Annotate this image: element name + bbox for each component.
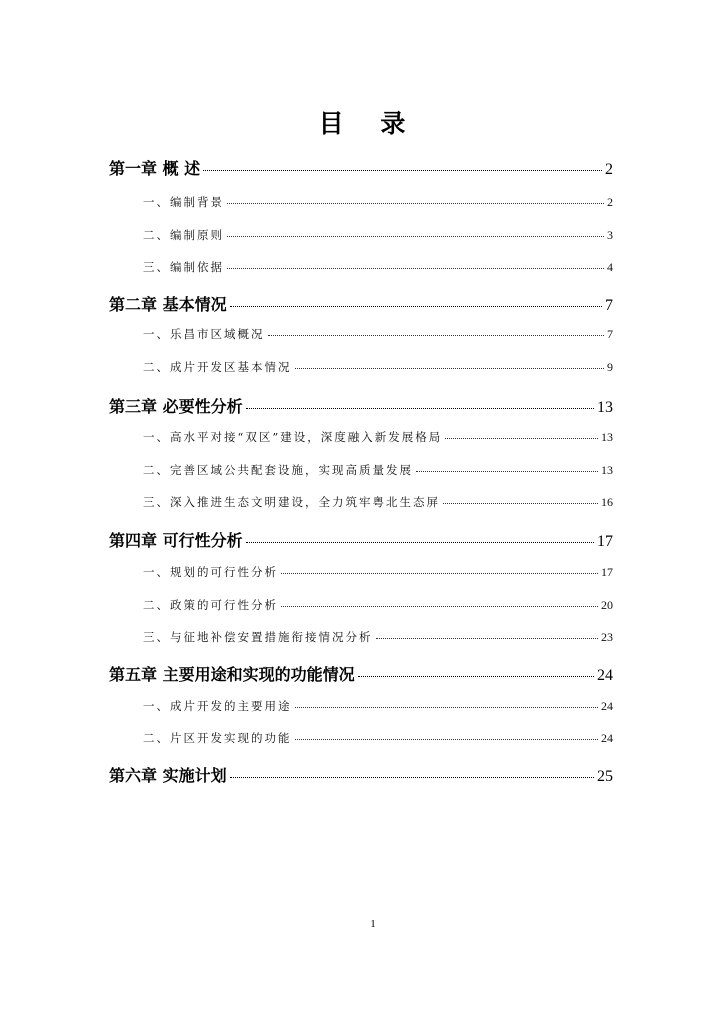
toc-entry-page: 24 xyxy=(597,667,613,684)
dot-leader xyxy=(203,170,602,171)
toc-entry-label: 三、深入推进生态文明建设，全力筑牢粤北生态屏 xyxy=(143,495,440,509)
dot-leader xyxy=(416,471,598,472)
toc-entry-page: 13 xyxy=(601,463,613,477)
dot-leader xyxy=(443,503,598,504)
toc-entry-section[interactable] xyxy=(143,326,613,342)
toc-entry-page: 7 xyxy=(605,297,613,314)
toc-entry-page: 9 xyxy=(607,360,613,374)
toc-entry-section[interactable] xyxy=(143,194,613,210)
toc-entry-section[interactable] xyxy=(143,259,613,275)
dot-leader xyxy=(358,676,594,677)
toc-entry-section[interactable] xyxy=(143,462,613,478)
toc-entry-label: 一、编制背景 xyxy=(143,195,224,209)
toc-entry-label: 二、编制原则 xyxy=(143,228,224,242)
toc-entry-label: 一、成片开发的主要用途 xyxy=(143,699,292,713)
toc-entry-section[interactable] xyxy=(143,564,613,580)
toc-entry-page: 13 xyxy=(597,399,613,416)
toc-entry-page: 24 xyxy=(601,699,613,713)
dot-leader xyxy=(230,306,602,307)
toc-entry-page: 20 xyxy=(601,598,613,612)
dot-leader xyxy=(445,438,598,439)
dot-leader xyxy=(230,777,594,778)
toc-entry-chapter-4[interactable] xyxy=(109,528,613,551)
toc-entry-label: 一、规划的可行性分析 xyxy=(143,565,278,579)
toc-entry-page: 2 xyxy=(605,161,613,178)
dot-leader xyxy=(227,236,604,237)
toc-entry-chapter-2[interactable] xyxy=(109,292,613,315)
toc-entry-page: 17 xyxy=(597,533,613,550)
dot-leader xyxy=(246,542,594,543)
dot-leader xyxy=(295,707,599,708)
toc-entry-label: 第二章 基本情况 xyxy=(109,295,227,314)
toc-entry-section[interactable] xyxy=(143,730,613,746)
toc-entry-section[interactable] xyxy=(143,629,613,645)
toc-entry-page: 16 xyxy=(601,495,613,509)
toc-entry-page: 25 xyxy=(597,768,613,785)
toc-entry-section[interactable] xyxy=(143,698,613,714)
toc-entry-page: 7 xyxy=(607,327,613,341)
toc-entry-section[interactable] xyxy=(143,227,613,243)
toc-entry-page: 24 xyxy=(601,731,613,745)
toc-entry-label: 第三章 必要性分析 xyxy=(109,397,243,416)
dot-leader xyxy=(227,268,604,269)
toc-entry-chapter-5[interactable] xyxy=(109,662,613,685)
dot-leader xyxy=(268,335,605,336)
dot-leader xyxy=(295,739,599,740)
toc-title: 目 录 xyxy=(318,109,420,138)
toc-entry-label: 三、编制依据 xyxy=(143,260,224,274)
toc-entry-label: 一、乐昌市区域概况 xyxy=(143,327,265,341)
toc-entry-label: 第六章 实施计划 xyxy=(109,766,227,785)
toc-entry-page: 13 xyxy=(601,430,613,444)
toc-entry-page: 3 xyxy=(607,228,613,242)
dot-leader xyxy=(246,408,594,409)
toc-entry-label: 第一章 概 述 xyxy=(109,159,201,178)
toc-entry-chapter-1[interactable] xyxy=(109,156,613,179)
toc-entry-page: 17 xyxy=(601,565,613,579)
toc-entry-label: 二、完善区域公共配套设施，实现高质量发展 xyxy=(143,463,413,477)
toc-entry-label: 第四章 可行性分析 xyxy=(109,531,243,550)
toc-entry-chapter-6[interactable] xyxy=(109,763,613,786)
dot-leader xyxy=(376,638,599,639)
dot-leader xyxy=(295,368,605,369)
toc-entry-label: 二、片区开发实现的功能 xyxy=(143,731,292,745)
toc-entry-page: 4 xyxy=(607,260,613,274)
toc-entry-section[interactable] xyxy=(143,429,613,445)
toc-entry-label: 三、与征地补偿安置措施衔接情况分析 xyxy=(143,630,373,644)
toc-entry-label: 二、成片开发区基本情况 xyxy=(143,360,292,374)
page-number: 1 xyxy=(370,918,376,930)
toc-entry-section[interactable] xyxy=(143,494,613,510)
dot-leader xyxy=(281,606,598,607)
toc-entry-page: 2 xyxy=(607,195,613,209)
dot-leader xyxy=(227,203,604,204)
toc-entry-page: 23 xyxy=(601,630,613,644)
toc-entry-section[interactable] xyxy=(143,359,613,375)
dot-leader xyxy=(281,573,598,574)
toc-entry-label: 二、政策的可行性分析 xyxy=(143,598,278,612)
toc-entry-label: 第五章 主要用途和实现的功能情况 xyxy=(109,665,355,684)
toc-entry-label: 一、高水平对接“双区”建设，深度融入新发展格局 xyxy=(143,430,443,444)
toc-entry-section[interactable] xyxy=(143,597,613,613)
toc-entry-chapter-3[interactable] xyxy=(109,394,613,417)
